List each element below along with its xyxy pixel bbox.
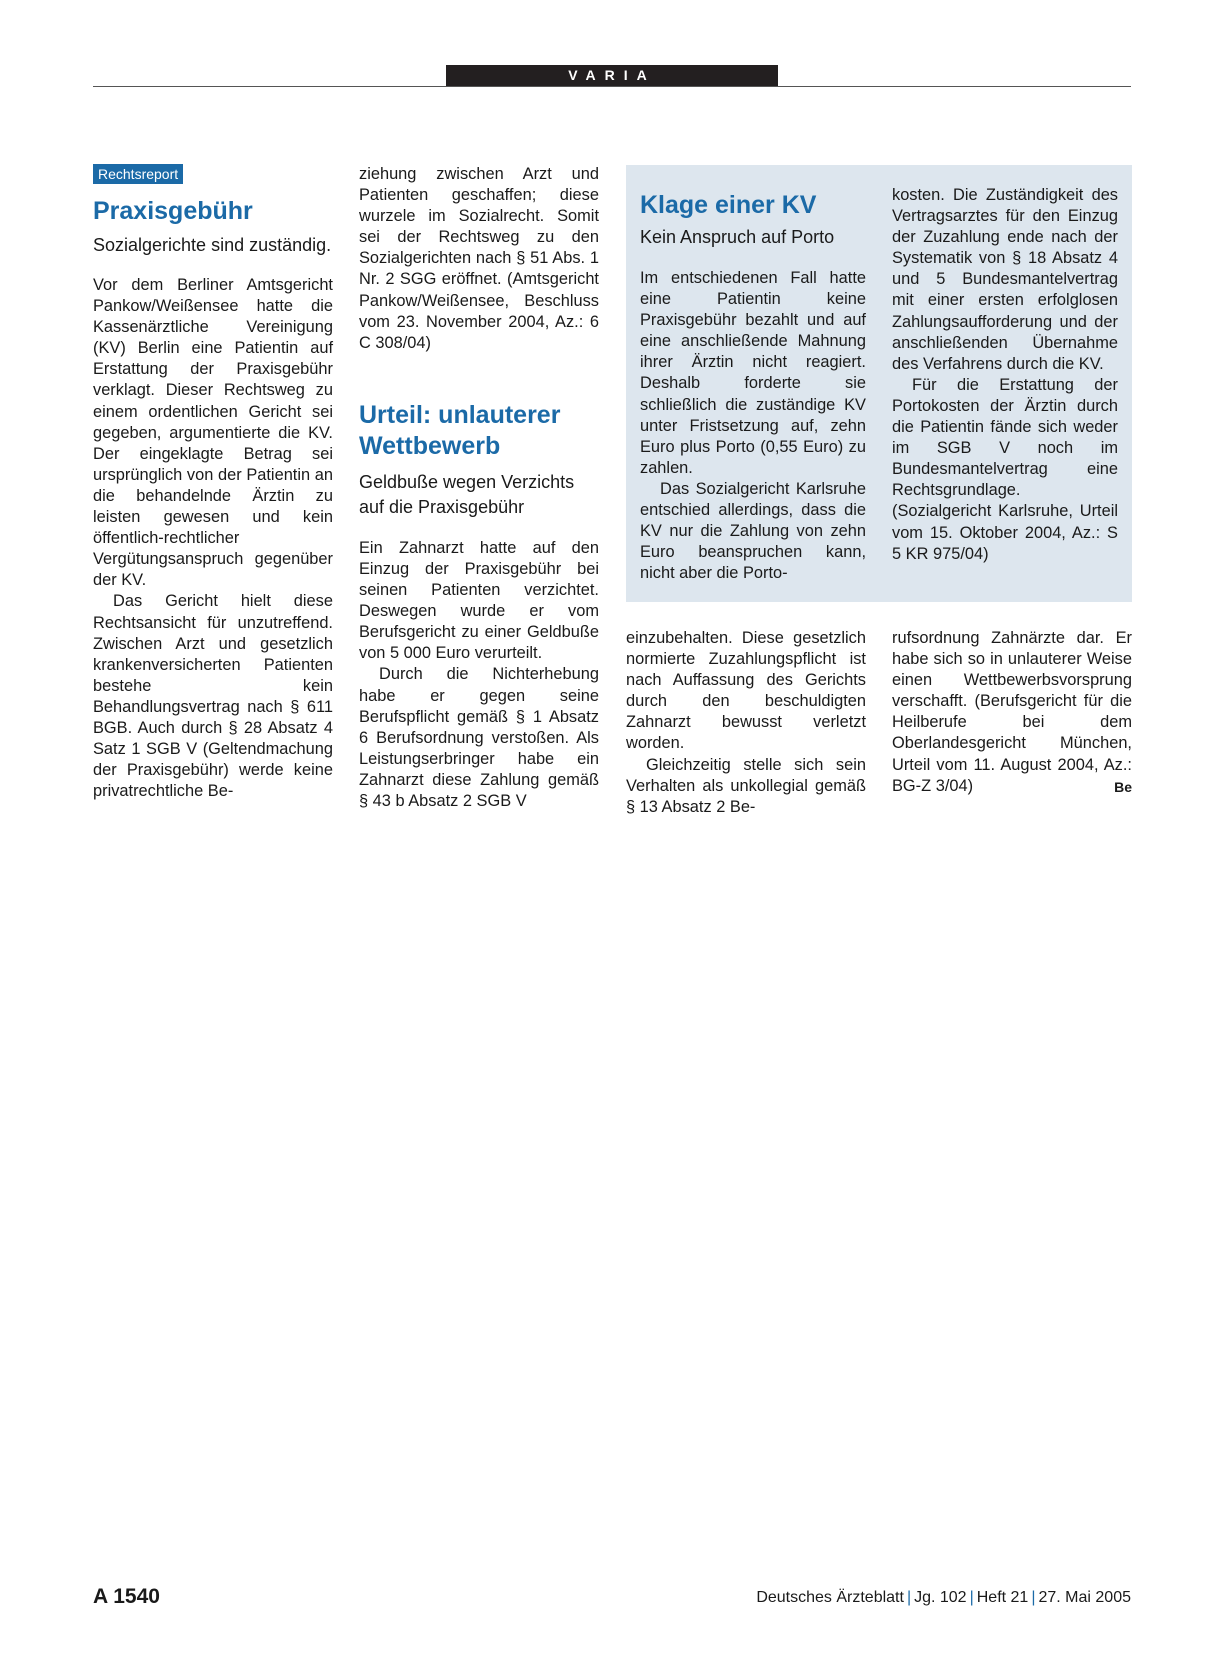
paragraph: Durch die Nichterhebung habe er gegen seine Berufspflicht gemäß § 1 Absatz 6 Berufsordnung verstoßen. Als Leistungserbringer habe ein Zahnarzt diese Zahlung gemäß § 43 b Absatz 2 SGB V [359, 665, 599, 810]
article-subtitle: Sozialgerichte sind zuständig. [93, 235, 332, 255]
column-4 [892, 185, 1118, 565]
column-3-continued [626, 628, 866, 818]
paragraph: Gleichzeitig stelle sich sein Verhalten als unkollegial gemäß § 13 Absatz 2 Be- [626, 755, 866, 816]
page-number: A 1540 [93, 1585, 160, 1608]
article-title: Urteil: unlauterer Wettbewerb [359, 400, 561, 460]
paragraph: Im entschiedenen Fall hatte eine Patientin keine Praxisgebühr bezahlt und auf eine anschließende Mahnung ihrer Ärztin nicht reagiert. Deshalb forderte sie schließlich die zuständige KV unter Fristsetzung auf, zehn Euro plus Porto (0,55 Euro) zu zahlen. [640, 269, 866, 477]
article-subtitle: Geldbuße wegen Verzichts auf die Praxisgebühr [359, 471, 575, 517]
paragraph: Das Sozialgericht Karlsruhe entschied allerdings, dass die KV nur die Zahlung von zehn Euro beanspruchen kann, nicht aber die Porto- [640, 479, 866, 583]
column-2 [359, 164, 599, 812]
column-3 [640, 190, 866, 584]
paragraph: Für die Erstattung der Portokosten der Ärztin durch die Patientin fände sich weder im SGB V noch im Bundesmantelvertrag eine Rechtsgrundlage. (Sozialgericht Karlsruhe, Urteil vom 15. Oktober 2004, Az.: S 5 KR 975/04) [892, 375, 1118, 563]
column-4-continued [892, 628, 1132, 795]
paragraph: kosten. Die Zuständigkeit des Vertragsarztes für den Einzug der Zuzahlung ende nach der Systematik von § 18 Absatz 4 und 5 Bundesmantelvertrag mit einer ersten erfolglosen Zahlungsaufforderung und der anschließenden Übernahme des Verfahrens durch die KV. [892, 186, 1118, 373]
article-subtitle: Kein Anspruch auf Porto [640, 227, 835, 247]
column-1 [93, 164, 333, 802]
journal-name: Deutsches Ärzteblatt [756, 1589, 904, 1606]
paragraph: Vor dem Berliner Amtsgericht Pankow/Weißensee hatte die Kassenärztliche Vereinigung (KV) Berlin eine Patientin auf Erstattung der Praxisgebühr verklagt. Dieser Rechtsweg zu einem ordentlichen Gericht sei gegeben, argumentierte die KV. Der eingeklagte Betrag sei ursprünglich von der Patientin an die behandelnde Ärztin zu leisten gewesen und kein öffentlich-rechtlicher Vergütungsanspruch gegenüber der KV. [93, 276, 333, 590]
paragraph: Ein Zahnarzt hatte auf den Einzug der Praxisgebühr bei seinen Patienten verzichtet. Deswegen wurde er vom Berufsgericht zu einer Geldbuße von 5 000 Euro verurteilt. [359, 538, 599, 663]
header-rule [93, 86, 1131, 87]
footer-citation: Deutsches Ärzteblatt | Jg. 102 | Heft 21 | 27. Mai 2005 [756, 1589, 1131, 1606]
author-signature: Be [1114, 778, 1132, 795]
issue: Heft 21 [976, 1589, 1029, 1606]
date: 27. Mai 2005 [1038, 1589, 1131, 1606]
category-tag: Rechtsreport [93, 164, 183, 184]
paragraph: Das Gericht hielt diese Rechtsansicht für unzutreffend. Zwischen Arzt und gesetzlich krankenversicherten Patienten bestehe kein Behandlungsvertrag nach § 611 BGB. Auch durch § 28 Absatz 4 Satz 1 SGB V (Geltendmachung der Praxisgebühr) werde keine privatrechtliche Be- [93, 592, 333, 801]
section-label: VARIA [446, 65, 778, 86]
paragraph: ziehung zwischen Arzt und Patienten geschaffen; diese wurzele im Sozialrecht. Somit sei der Rechtsweg zu den Sozialgerichten nach § 51 Abs. 1 Nr. 2 SGG eröffnet. (Amtsgericht Pankow/Weißensee, Beschluss vom 23. November 2004, Az.: 6 C 308/04) [359, 165, 599, 352]
article-title: Praxisgebühr [93, 197, 253, 225]
paragraph: einzubehalten. Diese gesetzlich normierte Zuzahlungspflicht ist nach Auffassung des Gerichts durch den beschuldigten Zahnarzt bewusst verletzt worden. [626, 629, 866, 753]
article-title: Klage einer KV [640, 191, 817, 219]
paragraph: rufsordnung Zahnärzte dar. Er habe sich so in unlauterer Weise einen Wettbewerbsvorsprung verschafft. (Berufsgericht für die Heilberufe bei dem Oberlandesgericht München, Urteil vom 11. August 2004, Az.: BG-Z 3/04) [892, 629, 1132, 795]
volume: Jg. 102 [914, 1589, 967, 1606]
